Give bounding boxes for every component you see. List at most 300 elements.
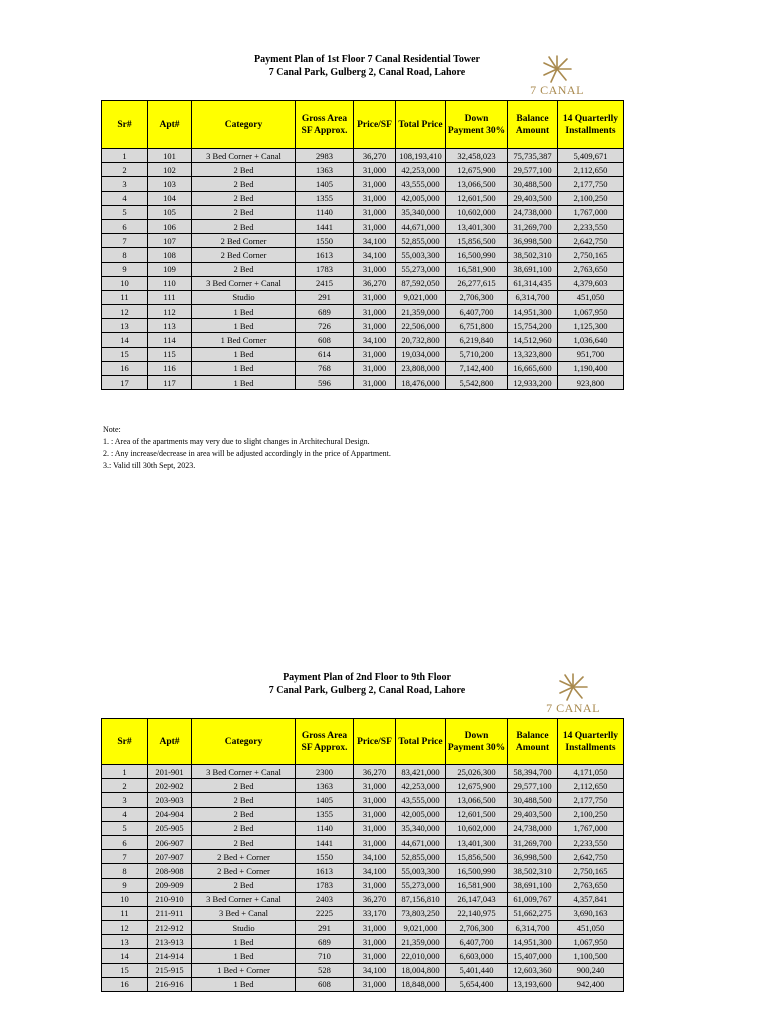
cell-total-price: 18,004,800	[396, 963, 446, 977]
cell-gross-area: 689	[296, 935, 354, 949]
table-row	[102, 793, 624, 807]
cell-apt: 206-907	[148, 835, 192, 849]
cell-sr: 3	[102, 793, 148, 807]
cell-balance-amount: 14,951,300	[508, 935, 558, 949]
cell-balance-amount: 38,691,100	[508, 878, 558, 892]
cell-total-price: 44,671,000	[396, 835, 446, 849]
cell-apt: 212-912	[148, 921, 192, 935]
cell-total-price: 42,005,000	[396, 191, 446, 205]
cell-total-price: 21,359,000	[396, 305, 446, 319]
brand-name: 7 CANAL	[546, 701, 600, 715]
cell-price-sf: 34,100	[354, 864, 396, 878]
cell-total-price: 43,555,000	[396, 793, 446, 807]
cell-gross-area: 2300	[296, 765, 354, 779]
cell-down-payment: 5,542,800	[446, 376, 508, 390]
cell-category: 3 Bed Corner + Canal	[192, 149, 296, 163]
cell-sr: 13	[102, 319, 148, 333]
header-price-sf: Price/SF	[354, 101, 396, 149]
cell-price-sf: 31,000	[354, 921, 396, 935]
cell-price-sf: 31,000	[354, 205, 396, 219]
cell-balance-amount: 29,577,100	[508, 163, 558, 177]
cell-apt: 101	[148, 149, 192, 163]
cell-apt: 209-909	[148, 878, 192, 892]
cell-gross-area: 1613	[296, 864, 354, 878]
cell-balance-amount: 13,193,600	[508, 977, 558, 991]
header-sr: Sr#	[102, 101, 148, 149]
cell-sr: 9	[102, 262, 148, 276]
cell-installments: 1,125,300	[558, 319, 624, 333]
cell-total-price: 42,253,000	[396, 163, 446, 177]
cell-sr: 17	[102, 376, 148, 390]
cell-down-payment: 12,601,500	[446, 191, 508, 205]
cell-balance-amount: 36,998,500	[508, 234, 558, 248]
cell-installments: 1,100,500	[558, 949, 624, 963]
payment-plan-table-1	[101, 100, 624, 390]
cell-installments: 2,750,165	[558, 864, 624, 878]
cell-balance-amount: 6,314,700	[508, 290, 558, 304]
table-row	[102, 765, 624, 779]
table-row	[102, 234, 624, 248]
plan2-title: Payment Plan of 2nd Floor to 9th Floor	[283, 672, 451, 683]
cell-balance-amount: 14,951,300	[508, 305, 558, 319]
table-row	[102, 807, 624, 821]
cell-total-price: 21,359,000	[396, 935, 446, 949]
cell-gross-area: 1550	[296, 234, 354, 248]
cell-down-payment: 6,219,840	[446, 333, 508, 347]
cell-apt: 104	[148, 191, 192, 205]
cell-down-payment: 10,602,000	[446, 821, 508, 835]
cell-gross-area: 2403	[296, 892, 354, 906]
header-price-sf: Price/SF	[354, 719, 396, 765]
plan2-subtitle: 7 Canal Park, Gulberg 2, Canal Road, Lahore	[268, 685, 466, 696]
cell-apt: 117	[148, 376, 192, 390]
brand-name: 7 CANAL	[530, 83, 584, 97]
cell-balance-amount: 38,502,310	[508, 248, 558, 262]
cell-gross-area: 768	[296, 361, 354, 375]
cell-total-price: 18,476,000	[396, 376, 446, 390]
table-row	[102, 878, 624, 892]
cell-sr: 5	[102, 821, 148, 835]
cell-apt: 105	[148, 205, 192, 219]
cell-installments: 4,171,050	[558, 765, 624, 779]
cell-price-sf: 31,000	[354, 878, 396, 892]
table-row	[102, 864, 624, 878]
header-balance-amount: Balance Amount	[508, 101, 558, 149]
cell-sr: 7	[102, 234, 148, 248]
cell-installments: 923,800	[558, 376, 624, 390]
cell-apt: 210-910	[148, 892, 192, 906]
cell-apt: 216-916	[148, 977, 192, 991]
cell-down-payment: 2,706,300	[446, 921, 508, 935]
cell-category: 2 Bed	[192, 779, 296, 793]
cell-down-payment: 13,401,300	[446, 835, 508, 849]
table-row	[102, 290, 624, 304]
cell-installments: 1,067,950	[558, 305, 624, 319]
plan1-subtitle: 7 Canal Park, Gulberg 2, Canal Road, Lahore	[268, 67, 466, 78]
cell-apt: 113	[148, 319, 192, 333]
cell-price-sf: 36,270	[354, 276, 396, 290]
cell-balance-amount: 36,998,500	[508, 850, 558, 864]
cell-balance-amount: 15,754,200	[508, 319, 558, 333]
cell-gross-area: 1783	[296, 262, 354, 276]
cell-category: 2 Bed	[192, 191, 296, 205]
cell-gross-area: 2415	[296, 276, 354, 290]
cell-category: 3 Bed Corner + Canal	[192, 892, 296, 906]
cell-gross-area: 614	[296, 347, 354, 361]
cell-total-price: 52,855,000	[396, 234, 446, 248]
cell-apt: 111	[148, 290, 192, 304]
cell-down-payment: 6,751,800	[446, 319, 508, 333]
cell-price-sf: 31,000	[354, 779, 396, 793]
cell-apt: 203-903	[148, 793, 192, 807]
cell-down-payment: 26,277,615	[446, 276, 508, 290]
header-apt: Apt#	[148, 101, 192, 149]
cell-gross-area: 1441	[296, 835, 354, 849]
cell-down-payment: 12,601,500	[446, 807, 508, 821]
cell-total-price: 9,021,000	[396, 921, 446, 935]
table-row	[102, 977, 624, 991]
cell-balance-amount: 38,691,100	[508, 262, 558, 276]
header-installments: 14 Quarterlly Installments	[558, 719, 624, 765]
cell-price-sf: 31,000	[354, 821, 396, 835]
cell-gross-area: 726	[296, 319, 354, 333]
table-row	[102, 276, 624, 290]
cell-category: 1 Bed	[192, 319, 296, 333]
cell-price-sf: 36,270	[354, 892, 396, 906]
cell-balance-amount: 12,933,200	[508, 376, 558, 390]
table-row	[102, 376, 624, 390]
cell-sr: 15	[102, 963, 148, 977]
cell-installments: 942,400	[558, 977, 624, 991]
header-total-price: Total Price	[396, 101, 446, 149]
cell-sr: 10	[102, 892, 148, 906]
cell-category: Studio	[192, 290, 296, 304]
cell-category: 2 Bed	[192, 807, 296, 821]
cell-installments: 1,190,400	[558, 361, 624, 375]
cell-price-sf: 31,000	[354, 361, 396, 375]
cell-total-price: 35,340,000	[396, 821, 446, 835]
cell-apt: 202-902	[148, 779, 192, 793]
cell-apt: 201-901	[148, 765, 192, 779]
cell-gross-area: 2983	[296, 149, 354, 163]
table-row	[102, 149, 624, 163]
cell-total-price: 55,273,000	[396, 262, 446, 276]
cell-price-sf: 36,270	[354, 765, 396, 779]
cell-price-sf: 34,100	[354, 333, 396, 347]
cell-sr: 5	[102, 205, 148, 219]
cell-price-sf: 31,000	[354, 163, 396, 177]
cell-total-price: 52,855,000	[396, 850, 446, 864]
cell-apt: 115	[148, 347, 192, 361]
cell-sr: 4	[102, 807, 148, 821]
cell-total-price: 108,193,410	[396, 149, 446, 163]
note-item: 1. : Area of the apartments may very due to slight changes in Architechural Design.	[103, 437, 370, 446]
cell-down-payment: 25,026,300	[446, 765, 508, 779]
cell-down-payment: 13,066,500	[446, 177, 508, 191]
brand-logo-2	[538, 672, 608, 714]
cell-total-price: 22,506,000	[396, 319, 446, 333]
cell-installments: 2,763,650	[558, 262, 624, 276]
cell-gross-area: 1441	[296, 219, 354, 233]
table-row	[102, 963, 624, 977]
cell-category: 2 Bed Corner	[192, 248, 296, 262]
cell-balance-amount: 29,403,500	[508, 191, 558, 205]
table-row	[102, 361, 624, 375]
cell-sr: 2	[102, 779, 148, 793]
table-row	[102, 935, 624, 949]
cell-category: 2 Bed	[192, 163, 296, 177]
cell-price-sf: 31,000	[354, 191, 396, 205]
cell-category: 3 Bed + Canal	[192, 906, 296, 920]
table-row	[102, 892, 624, 906]
cell-balance-amount: 30,488,500	[508, 177, 558, 191]
cell-price-sf: 31,000	[354, 177, 396, 191]
cell-price-sf: 31,000	[354, 305, 396, 319]
cell-sr: 6	[102, 835, 148, 849]
cell-installments: 5,409,671	[558, 149, 624, 163]
cell-total-price: 35,340,000	[396, 205, 446, 219]
cell-price-sf: 34,100	[354, 248, 396, 262]
cell-price-sf: 31,000	[354, 835, 396, 849]
cell-installments: 1,036,640	[558, 333, 624, 347]
cell-gross-area: 1783	[296, 878, 354, 892]
table-row	[102, 835, 624, 849]
cell-total-price: 42,005,000	[396, 807, 446, 821]
cell-installments: 2,642,750	[558, 850, 624, 864]
cell-category: Studio	[192, 921, 296, 935]
cell-sr: 10	[102, 276, 148, 290]
cell-category: 3 Bed Corner + Canal	[192, 765, 296, 779]
cell-category: 2 Bed	[192, 821, 296, 835]
cell-price-sf: 31,000	[354, 977, 396, 991]
cell-gross-area: 608	[296, 333, 354, 347]
cell-category: 1 Bed	[192, 935, 296, 949]
cell-sr: 8	[102, 248, 148, 262]
cell-gross-area: 1363	[296, 163, 354, 177]
cell-installments: 2,100,250	[558, 191, 624, 205]
cell-gross-area: 1355	[296, 807, 354, 821]
cell-apt: 102	[148, 163, 192, 177]
cell-category: 1 Bed	[192, 305, 296, 319]
cell-balance-amount: 14,512,960	[508, 333, 558, 347]
cell-balance-amount: 13,323,800	[508, 347, 558, 361]
cell-category: 2 Bed	[192, 835, 296, 849]
cell-installments: 900,240	[558, 963, 624, 977]
cell-gross-area: 1363	[296, 779, 354, 793]
header-balance-amount: Balance Amount	[508, 719, 558, 765]
cell-installments: 2,233,550	[558, 835, 624, 849]
cell-total-price: 83,421,000	[396, 765, 446, 779]
table-row	[102, 821, 624, 835]
cell-down-payment: 10,602,000	[446, 205, 508, 219]
cell-gross-area: 291	[296, 921, 354, 935]
cell-total-price: 44,671,000	[396, 219, 446, 233]
cell-category: 2 Bed + Corner	[192, 850, 296, 864]
cell-category: 1 Bed + Corner	[192, 963, 296, 977]
cell-price-sf: 31,000	[354, 290, 396, 304]
cell-balance-amount: 24,738,000	[508, 205, 558, 219]
cell-down-payment: 13,066,500	[446, 793, 508, 807]
table-row	[102, 205, 624, 219]
cell-down-payment: 16,581,900	[446, 262, 508, 276]
table-row	[102, 949, 624, 963]
cell-price-sf: 34,100	[354, 234, 396, 248]
cell-down-payment: 26,147,043	[446, 892, 508, 906]
header-apt: Apt#	[148, 719, 192, 765]
header-total-price: Total Price	[396, 719, 446, 765]
cell-total-price: 42,253,000	[396, 779, 446, 793]
cell-sr: 14	[102, 949, 148, 963]
header-gross-area: Gross Area SF Approx.	[296, 101, 354, 149]
cell-balance-amount: 38,502,310	[508, 864, 558, 878]
cell-down-payment: 6,407,700	[446, 305, 508, 319]
cell-apt: 213-913	[148, 935, 192, 949]
cell-category: 2 Bed	[192, 219, 296, 233]
cell-category: 2 Bed	[192, 262, 296, 276]
cell-balance-amount: 29,577,100	[508, 779, 558, 793]
cell-apt: 110	[148, 276, 192, 290]
cell-apt: 114	[148, 333, 192, 347]
cell-balance-amount: 29,403,500	[508, 807, 558, 821]
cell-down-payment: 22,140,975	[446, 906, 508, 920]
cell-sr: 12	[102, 305, 148, 319]
cell-sr: 6	[102, 219, 148, 233]
cell-apt: 208-908	[148, 864, 192, 878]
cell-down-payment: 2,706,300	[446, 290, 508, 304]
cell-down-payment: 7,142,400	[446, 361, 508, 375]
header-category: Category	[192, 101, 296, 149]
cell-category: 2 Bed Corner	[192, 234, 296, 248]
cell-sr: 2	[102, 163, 148, 177]
cell-category: 1 Bed	[192, 949, 296, 963]
cell-gross-area: 1405	[296, 177, 354, 191]
cell-down-payment: 12,675,900	[446, 779, 508, 793]
header-gross-area: Gross Area SF Approx.	[296, 719, 354, 765]
cell-down-payment: 16,500,990	[446, 248, 508, 262]
cell-installments: 3,690,163	[558, 906, 624, 920]
cell-installments: 2,112,650	[558, 163, 624, 177]
cell-price-sf: 34,100	[354, 963, 396, 977]
cell-apt: 108	[148, 248, 192, 262]
cell-gross-area: 1613	[296, 248, 354, 262]
cell-apt: 207-907	[148, 850, 192, 864]
cell-gross-area: 291	[296, 290, 354, 304]
cell-installments: 2,763,650	[558, 878, 624, 892]
cell-installments: 2,100,250	[558, 807, 624, 821]
cell-down-payment: 5,654,400	[446, 977, 508, 991]
cell-total-price: 19,034,000	[396, 347, 446, 361]
note-item: 3.: Valid till 30th Sept, 2023.	[103, 461, 196, 470]
cell-category: 2 Bed	[192, 878, 296, 892]
cell-price-sf: 34,100	[354, 850, 396, 864]
cell-total-price: 87,156,810	[396, 892, 446, 906]
cell-apt: 107	[148, 234, 192, 248]
cell-down-payment: 32,458,023	[446, 149, 508, 163]
cell-balance-amount: 51,662,275	[508, 906, 558, 920]
cell-sr: 11	[102, 290, 148, 304]
table-row	[102, 319, 624, 333]
cell-apt: 205-905	[148, 821, 192, 835]
cell-balance-amount: 16,665,600	[508, 361, 558, 375]
cell-gross-area: 2225	[296, 906, 354, 920]
cell-total-price: 55,273,000	[396, 878, 446, 892]
cell-apt: 109	[148, 262, 192, 276]
cell-total-price: 55,003,300	[396, 864, 446, 878]
table-row	[102, 906, 624, 920]
header-down-payment: Down Payment 30%	[446, 101, 508, 149]
cell-down-payment: 5,710,200	[446, 347, 508, 361]
cell-down-payment: 15,856,500	[446, 850, 508, 864]
cell-installments: 2,642,750	[558, 234, 624, 248]
cell-balance-amount: 61,009,767	[508, 892, 558, 906]
notes	[103, 424, 391, 472]
header-down-payment: Down Payment 30%	[446, 719, 508, 765]
cell-balance-amount: 58,394,700	[508, 765, 558, 779]
cell-apt: 112	[148, 305, 192, 319]
cell-total-price: 9,021,000	[396, 290, 446, 304]
cell-balance-amount: 15,407,000	[508, 949, 558, 963]
cell-balance-amount: 24,738,000	[508, 821, 558, 835]
cell-installments: 1,767,000	[558, 205, 624, 219]
cell-category: 2 Bed	[192, 793, 296, 807]
cell-category: 1 Bed Corner	[192, 333, 296, 347]
table-row	[102, 850, 624, 864]
table-row	[102, 163, 624, 177]
cell-installments: 1,767,000	[558, 821, 624, 835]
cell-gross-area: 528	[296, 963, 354, 977]
cell-category: 1 Bed	[192, 977, 296, 991]
table-row	[102, 921, 624, 935]
cell-installments: 4,357,841	[558, 892, 624, 906]
cell-balance-amount: 75,735,387	[508, 149, 558, 163]
cell-apt: 215-915	[148, 963, 192, 977]
cell-price-sf: 31,000	[354, 347, 396, 361]
cell-down-payment: 16,581,900	[446, 878, 508, 892]
cell-sr: 12	[102, 921, 148, 935]
cell-gross-area: 1140	[296, 205, 354, 219]
cell-sr: 14	[102, 333, 148, 347]
cell-apt: 116	[148, 361, 192, 375]
cell-price-sf: 31,000	[354, 793, 396, 807]
cell-total-price: 55,003,300	[396, 248, 446, 262]
cell-down-payment: 13,401,300	[446, 219, 508, 233]
cell-installments: 1,067,950	[558, 935, 624, 949]
cell-gross-area: 689	[296, 305, 354, 319]
note-item: 2. : Any increase/decrease in area will be adjusted accordingly in the price of Appartment.	[103, 449, 391, 458]
cell-installments: 2,233,550	[558, 219, 624, 233]
cell-installments: 2,750,165	[558, 248, 624, 262]
cell-sr: 3	[102, 177, 148, 191]
cell-installments: 951,700	[558, 347, 624, 361]
starburst-logo-icon	[540, 54, 574, 84]
note-heading: Note:	[103, 425, 121, 434]
cell-category: 1 Bed	[192, 376, 296, 390]
cell-sr: 16	[102, 361, 148, 375]
cell-installments: 451,050	[558, 290, 624, 304]
cell-down-payment: 6,603,000	[446, 949, 508, 963]
cell-category: 2 Bed	[192, 205, 296, 219]
cell-price-sf: 31,000	[354, 319, 396, 333]
cell-total-price: 73,803,250	[396, 906, 446, 920]
cell-balance-amount: 6,314,700	[508, 921, 558, 935]
cell-price-sf: 33,170	[354, 906, 396, 920]
header-installments: 14 Quarterlly Installments	[558, 101, 624, 149]
cell-sr: 9	[102, 878, 148, 892]
cell-gross-area: 1550	[296, 850, 354, 864]
cell-down-payment: 5,401,440	[446, 963, 508, 977]
cell-down-payment: 15,856,500	[446, 234, 508, 248]
cell-gross-area: 1405	[296, 793, 354, 807]
